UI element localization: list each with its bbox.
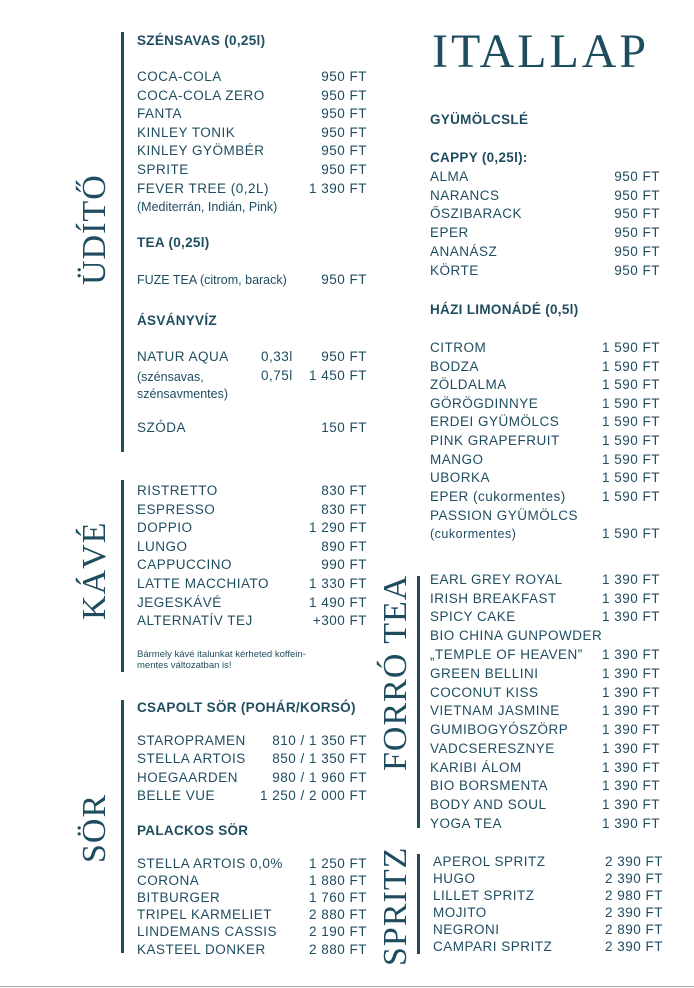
item-price: 1 490 FT [308,594,367,610]
item-name: KINLEY TONIK [137,124,236,140]
section-title-kave: KÁVÉ [76,521,113,620]
item-name: ALMA [430,169,469,184]
kave-note-1: Bármely kávé italunkat kérheted koffein- [137,649,306,660]
gyumolcsle-header: GYÜMÖLCSLÉ [430,112,529,127]
page-title: ITALLAP [432,25,650,78]
sor-bar [121,700,124,953]
item-name: CITROM [430,340,487,355]
fuze-tea-name: FUZE TEA (citrom, barack) [137,273,287,287]
item-name: CORONA [137,873,200,889]
item-name: EARL GREY ROYAL [430,572,563,587]
item-name: CAPPUCCINO [137,557,233,573]
szoda-price: 150 FT [321,420,367,435]
item-price: 950 FT [321,69,367,84]
kave-bar [121,480,124,672]
item-price: 1 390 FT [601,815,660,831]
item-price: 2 390 FT [604,854,663,869]
item-name: JEGESKÁVÉ [137,594,222,610]
item-price: 1 590 FT [601,451,660,467]
item-name: ŐSZIBARACK [430,206,523,222]
item-name: KÖRTE [430,262,479,278]
item-name: NARANCS [430,187,500,203]
item-price: 1 390 FT [601,684,660,700]
item-price: 1 390 FT [601,609,660,625]
item-price: 1 590 FT [601,377,660,393]
item-price: 980 / 1 960 FT [272,769,367,785]
item-name: BIO BORSMENTA [430,778,549,794]
item-price: 1 590 FT [601,414,660,430]
item-name: FANTA [137,106,183,122]
item-price: 950 FT [614,243,660,259]
natur-size-075: 0,75l [261,368,293,383]
passion-name: PASSION GYÜMÖLCS [430,508,579,523]
item-price: 2 390 FT [604,905,663,920]
forro-tea-bar [417,576,420,828]
item-name: APEROL SPRITZ [433,854,546,869]
item-price: 990 FT [321,557,367,573]
item-name: DOPPIO [137,520,193,536]
item-price: +300 FT [312,613,367,629]
item-name: IRISH BREAKFAST [430,590,557,606]
limonade-header: HÁZI LIMONÁDÉ (0,5l) [430,302,579,317]
item-price: 830 FT [321,501,367,517]
item-name: HOEGAARDEN [137,769,239,785]
item-name: ALTERNATÍV TEJ [137,613,253,629]
item-price: 1 390 FT [601,703,660,719]
section-title-udito: ÜDÍTŐ [76,174,113,285]
tea-header: TEA (0,25l) [137,235,210,250]
item-price: 1 390 FT [601,590,660,606]
szoda-name: SZÓDA [137,420,187,435]
item-name: STAROPRAMEN [137,733,246,748]
item-price: 1 590 FT [601,433,660,448]
item-price: 1 760 FT [308,890,367,906]
item-price: 850 / 1 350 FT [272,751,367,767]
item-price: 1 250 FT [308,856,367,871]
asvanyviz-header: ÁSVÁNYVÍZ [137,313,217,328]
item-price: 2 880 FT [308,941,367,957]
bio-china-name: BIO CHINA GUNPOWDER [430,628,603,643]
natur-sub-2: szénsavmentes) [137,387,229,401]
item-name: LILLET SPRITZ [433,888,535,903]
szensavas-header: SZÉNSAVAS (0,25l) [137,33,266,48]
item-price: 950 FT [321,162,367,177]
item-name: BITBURGER [137,890,221,906]
item-price: 1 390 FT [601,796,660,812]
item-name: COCA-COLA ZERO [137,87,265,103]
palackos-header: PALACKOS SÖR [137,823,249,838]
item-price: 1 590 FT [601,470,660,486]
item-name: SPICY CAKE [430,609,516,625]
item-name: SPRITE [137,162,189,177]
item-name: CAMPARI SPRITZ [433,939,553,954]
item-price: 1 390 FT [601,740,660,756]
item-price: 1 590 FT [601,340,660,355]
item-price: 1 590 FT [601,488,660,504]
fuze-tea-price: 950 FT [321,272,367,287]
item-price: 1 390 FT [601,666,660,681]
item-price: 950 FT [321,87,367,103]
item-name: PINK GRAPEFRUIT [430,433,560,448]
natur-sub-1: (szénsavas, [137,370,204,384]
item-price: 1 290 FT [308,520,367,536]
bottom-divider [0,986,694,987]
item-name: BODZA [430,358,480,374]
item-price: 950 FT [321,143,367,159]
cappy-subheader: CAPPY (0,25l): [430,150,528,165]
item-name: COCA-COLA [137,69,222,84]
item-name: LINDEMANS CASSIS [137,924,278,940]
natur-aqua-name: NATUR AQUA [137,349,229,364]
item-name: ZÖLDALMA [430,377,507,393]
item-price: 830 FT [321,483,367,498]
item-price: 1 390 FT [601,572,660,587]
fever-tree-note: (Mediterrán, Indián, Pink) [137,200,278,214]
item-name: EPER (cukormentes) [430,488,566,504]
passion-sub: (cukormentes) [430,527,517,541]
item-price: 810 / 1 350 FT [272,733,367,748]
item-name: ERDEI GYÜMÖLCS [430,414,560,430]
temple-name: „TEMPLE OF HEAVEN” [430,647,583,662]
item-price: 1 390 FT [601,778,660,794]
item-name: BELLE VUE [137,787,216,803]
item-name: COCONUT KISS [430,684,539,700]
item-price: 950 FT [321,106,367,122]
item-price: 1 390 FT [601,722,660,738]
item-price: 2 980 FT [604,888,663,903]
item-price: 950 FT [321,124,367,140]
natur-size-033: 0,33l [261,349,293,364]
natur-price-075: 1 450 FT [308,368,367,383]
item-name: GÖRÖGDINNYE [430,395,539,411]
item-name: RISTRETTO [137,483,218,498]
item-name: LATTE MACCHIATO [137,576,270,591]
section-title-sor: SÖR [76,793,113,863]
item-name: EPER [430,225,469,241]
csapolt-header: CSAPOLT SÖR (POHÁR/KORSÓ) [137,700,356,715]
item-name: BODY AND SOUL [430,796,547,812]
item-price: 950 FT [614,206,660,222]
item-price: 1 330 FT [308,576,367,591]
passion-price: 1 590 FT [601,526,660,541]
item-price: 950 FT [614,187,660,203]
item-price: 2 880 FT [308,907,367,923]
item-price: 1 250 / 2 000 FT [259,787,367,803]
natur-price-033: 950 FT [321,349,367,364]
item-price: 950 FT [614,225,660,241]
item-name: ANANÁSZ [430,243,498,259]
item-name: HUGO [433,871,476,886]
item-name: KASTEEL DONKER [137,941,266,957]
item-price: 1 880 FT [308,873,367,889]
item-name: VIETNAM JASMINE [430,703,560,719]
item-name: NEGRONI [433,922,500,937]
item-price: 1 390 FT [601,759,660,775]
item-price: 2 890 FT [604,922,663,937]
udito-bar [121,32,124,452]
item-price: 890 FT [321,538,367,554]
item-name: GREEN BELLINI [430,666,539,681]
item-name: MOJITO [433,905,487,920]
item-name: ESPRESSO [137,501,216,517]
item-price: 2 390 FT [604,939,663,954]
item-name: VADCSERESZNYE [430,740,555,756]
item-name: KINLEY GYÖMBÉR [137,143,265,159]
item-name: TRIPEL KARMELIET [137,907,273,923]
item-price: 2 390 FT [604,871,663,886]
item-price: 950 FT [614,169,660,184]
item-name: FEVER TREE (0,2L) [137,180,270,196]
item-name: MANGO [430,451,484,467]
item-price: 2 190 FT [308,924,367,940]
item-name: LUNGO [137,538,188,554]
spritz-bar [417,854,420,954]
item-name: STELLA ARTOIS 0,0% [137,856,283,871]
item-name: GUMIBOGYÓSZÖRP [430,722,569,738]
section-title-spritz: SPRITZ [377,846,414,966]
item-price: 950 FT [614,262,660,278]
item-price: 1 390 FT [308,180,367,196]
item-name: STELLA ARTOIS [137,751,246,767]
item-price: 1 590 FT [601,395,660,411]
section-title-forro-tea: FORRÓ TEA [377,574,414,771]
item-price: 1 590 FT [601,358,660,374]
item-name: KARIBI ÁLOM [430,759,522,775]
item-name: UBORKA [430,470,491,486]
temple-price: 1 390 FT [601,647,660,662]
item-name: YOGA TEA [430,815,503,831]
kave-note-2: mentes változatban is! [137,660,232,671]
